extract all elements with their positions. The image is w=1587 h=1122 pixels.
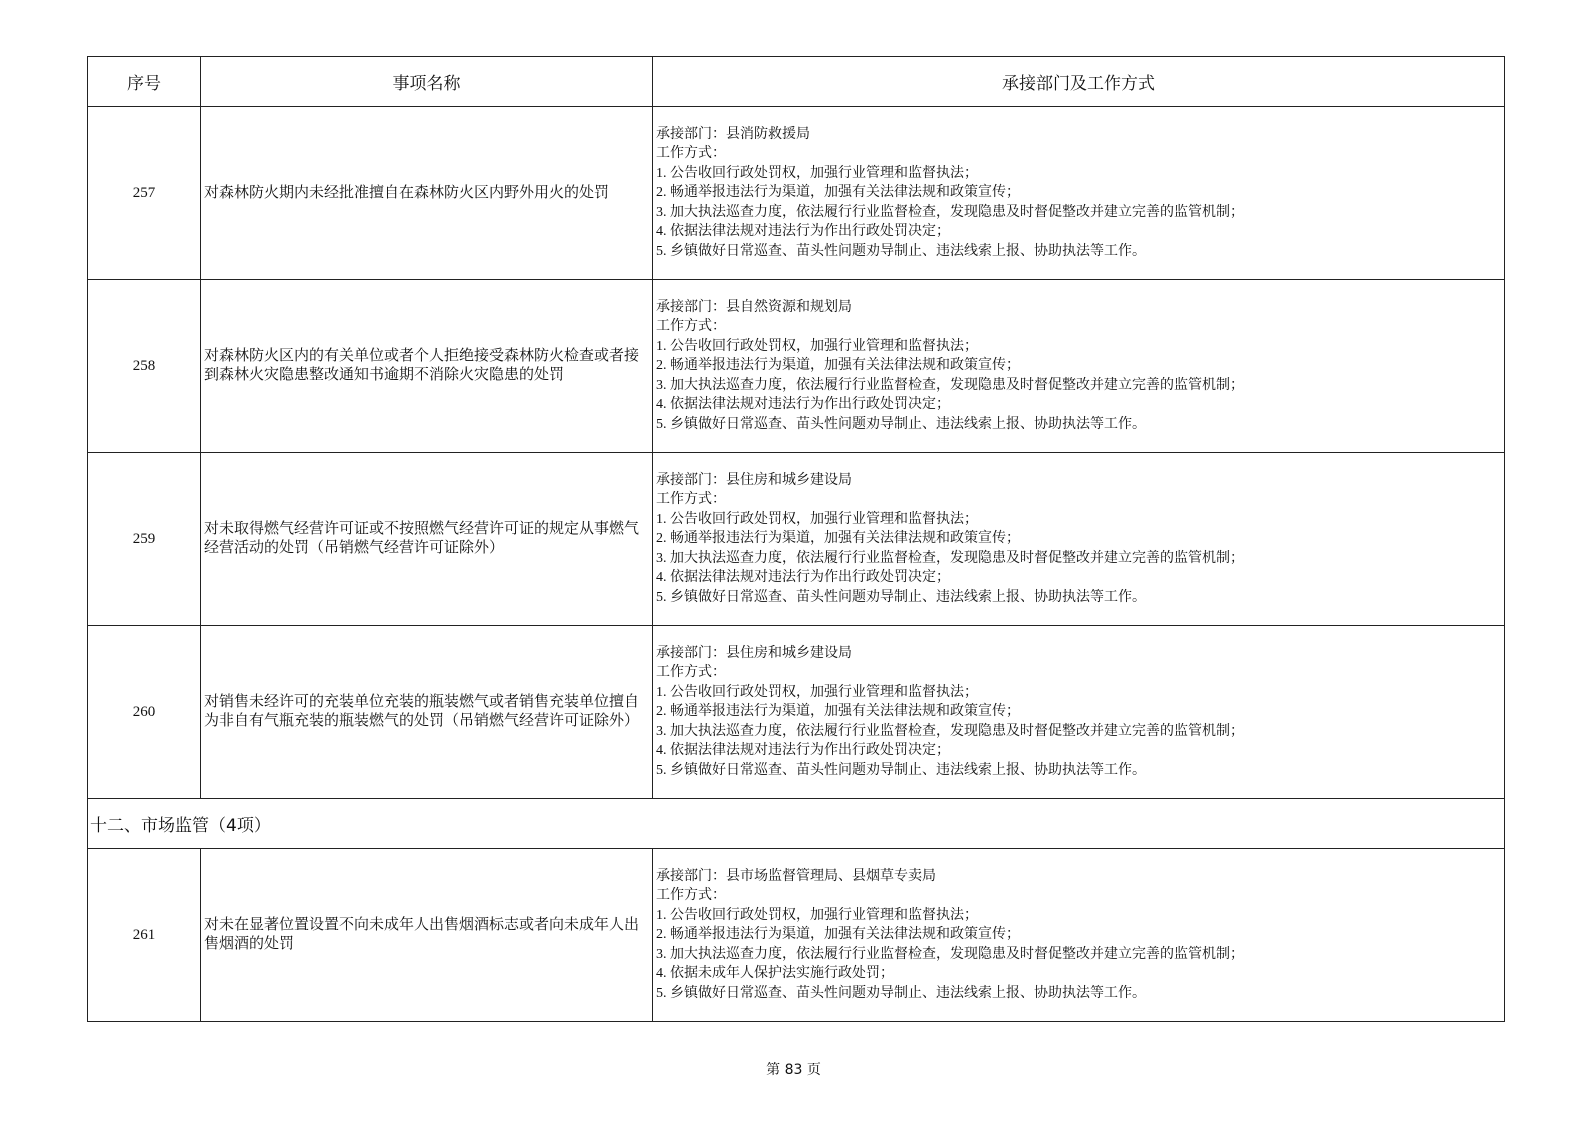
row-method — [653, 849, 1505, 1022]
row-item-name: 对销售未经许可的充装单位充装的瓶装燃气或者销售充装单位擅自为非自有气瓶充装的瓶装燃气的处罚（吊销燃气经营许可证除外） — [201, 626, 653, 799]
row-item-name: 对未取得燃气经营许可证或不按照燃气经营许可证的规定从事燃气经营活动的处罚（吊销燃气经营许可证除外） — [201, 453, 653, 626]
method-line: 工作方式： — [656, 665, 726, 681]
table-row — [88, 453, 1505, 626]
method-line: 1. 公告收回行政处罚权，加强行业管理和监督执法； — [656, 907, 978, 923]
method-line: 4. 依据未成年人保护法实施行政处罚； — [656, 966, 894, 982]
method-line: 5. 乡镇做好日常巡查、苗头性问题劝导制止、违法线索上报、协助执法等工作。 — [656, 416, 1146, 432]
header-seq: 序号 — [88, 57, 201, 107]
section-title: 十二、市场监管（4项） — [88, 799, 1505, 849]
method-line: 1. 公告收回行政处罚权，加强行业管理和监督执法； — [656, 684, 978, 700]
matters-table — [87, 56, 1505, 1022]
header-method: 承接部门及工作方式 — [653, 57, 1505, 107]
method-line: 3. 加大执法巡查力度，依法履行行业监督检查，发现隐患及时督促整改并建立完善的监管机制； — [656, 946, 1244, 962]
row-method — [653, 453, 1505, 626]
method-line: 5. 乡镇做好日常巡查、苗头性问题劝导制止、违法线索上报、协助执法等工作。 — [656, 589, 1146, 605]
table-row — [88, 107, 1505, 280]
method-line: 3. 加大执法巡查力度，依法履行行业监督检查，发现隐患及时督促整改并建立完善的监管机制； — [656, 377, 1244, 393]
method-line: 工作方式： — [656, 492, 726, 508]
method-line: 1. 公告收回行政处罚权，加强行业管理和监督执法； — [656, 338, 978, 354]
row-seq: 259 — [88, 453, 201, 626]
row-method — [653, 280, 1505, 453]
method-line: 承接部门：县住房和城乡建设局 — [656, 472, 852, 488]
method-line: 工作方式： — [656, 146, 726, 162]
method-line: 5. 乡镇做好日常巡查、苗头性问题劝导制止、违法线索上报、协助执法等工作。 — [656, 762, 1146, 778]
method-line: 承接部门：县市场监督管理局、县烟草专卖局 — [656, 868, 936, 884]
method-line: 承接部门：县消防救援局 — [656, 126, 810, 142]
method-line: 1. 公告收回行政处罚权，加强行业管理和监督执法； — [656, 511, 978, 527]
method-line: 2. 畅通举报违法行为渠道，加强有关法律法规和政策宣传； — [656, 358, 1020, 374]
row-seq: 258 — [88, 280, 201, 453]
method-line: 5. 乡镇做好日常巡查、苗头性问题劝导制止、违法线索上报、协助执法等工作。 — [656, 985, 1146, 1001]
header-name: 事项名称 — [201, 57, 653, 107]
table-row — [88, 280, 1505, 453]
row-method — [653, 626, 1505, 799]
method-line: 5. 乡镇做好日常巡查、苗头性问题劝导制止、违法线索上报、协助执法等工作。 — [656, 243, 1146, 259]
method-line: 4. 依据法律法规对违法行为作出行政处罚决定； — [656, 224, 950, 240]
row-method — [653, 107, 1505, 280]
method-line: 4. 依据法律法规对违法行为作出行政处罚决定； — [656, 397, 950, 413]
method-line: 承接部门：县住房和城乡建设局 — [656, 645, 852, 661]
method-line: 2. 畅通举报违法行为渠道，加强有关法律法规和政策宣传； — [656, 531, 1020, 547]
method-line: 2. 畅通举报违法行为渠道，加强有关法律法规和政策宣传； — [656, 927, 1020, 943]
row-item-name: 对未在显著位置设置不向未成年人出售烟酒标志或者向未成年人出售烟酒的处罚 — [201, 849, 653, 1022]
table-header-row — [88, 57, 1505, 107]
table-row — [88, 626, 1505, 799]
row-item-name: 对森林防火期内未经批准擅自在森林防火区内野外用火的处罚 — [201, 107, 653, 280]
method-line: 4. 依据法律法规对违法行为作出行政处罚决定； — [656, 570, 950, 586]
row-seq: 261 — [88, 849, 201, 1022]
method-line: 4. 依据法律法规对违法行为作出行政处罚决定； — [656, 743, 950, 759]
method-line: 工作方式： — [656, 319, 726, 335]
method-line: 1. 公告收回行政处罚权，加强行业管理和监督执法； — [656, 165, 978, 181]
method-line: 2. 畅通举报违法行为渠道，加强有关法律法规和政策宣传； — [656, 704, 1020, 720]
row-item-name: 对森林防火区内的有关单位或者个人拒绝接受森林防火检查或者接到森林火灾隐患整改通知书逾期不消除火灾隐患的处罚 — [201, 280, 653, 453]
row-seq: 260 — [88, 626, 201, 799]
method-line: 3. 加大执法巡查力度，依法履行行业监督检查，发现隐患及时督促整改并建立完善的监管机制； — [656, 204, 1244, 220]
method-line: 3. 加大执法巡查力度，依法履行行业监督检查，发现隐患及时督促整改并建立完善的监管机制； — [656, 723, 1244, 739]
method-line: 承接部门：县自然资源和规划局 — [656, 299, 852, 315]
method-line: 2. 畅通举报违法行为渠道，加强有关法律法规和政策宣传； — [656, 185, 1020, 201]
table-row — [88, 849, 1505, 1022]
method-line: 工作方式： — [656, 888, 726, 904]
method-line: 3. 加大执法巡查力度，依法履行行业监督检查，发现隐患及时督促整改并建立完善的监管机制； — [656, 550, 1244, 566]
section-row — [88, 799, 1505, 849]
row-seq: 257 — [88, 107, 201, 280]
page-number: 第 83 页 — [766, 1062, 821, 1078]
